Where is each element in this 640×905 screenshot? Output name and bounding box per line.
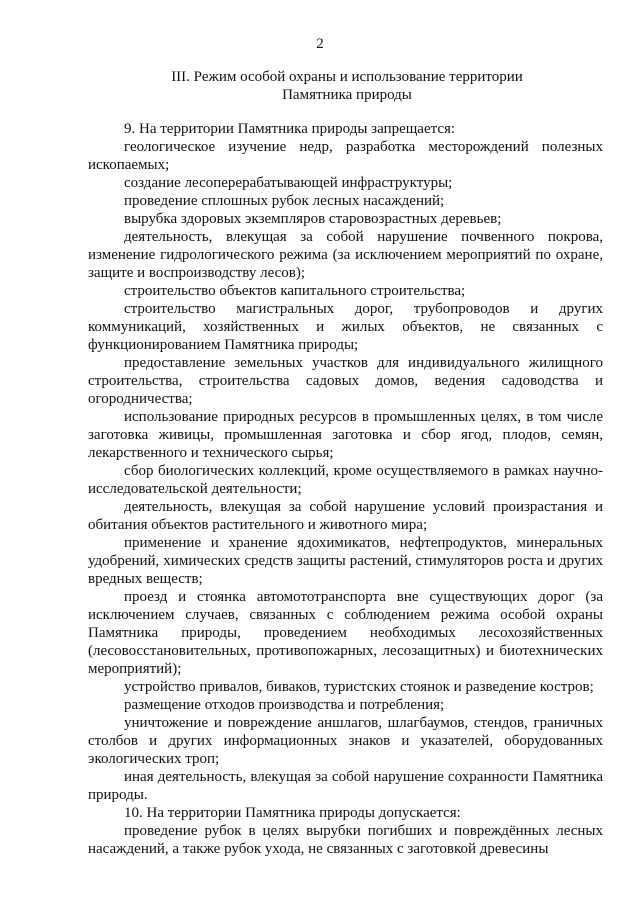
list-item: использование природных ресурсов в промышленных целях, в том числе заготовка живицы, промышленная заготовка и сбор ягод, плодов, семян, лекарственного и технического сырья;: [88, 409, 603, 461]
list-item: применение и хранение ядохимикатов, нефтепродуктов, минеральных удобрений, химических средств защиты растений, стимуляторов роста и других вредных веществ;: [88, 535, 603, 587]
document-body: [88, 120, 603, 858]
list-item: вырубка здоровых экземпляров старовозрастных деревьев;: [124, 211, 502, 227]
list-item: сбор биологических коллекций, кроме осуществляемого в рамках научно-исследовательской деятельности;: [88, 463, 603, 497]
list-item: строительство магистральных дорог, трубопроводов и других коммуникаций, хозяйственных и жилых объектов, не связанных с функционированием Памятника природы;: [88, 301, 603, 353]
list-item: создание лесоперерабатывающей инфраструктуры;: [124, 175, 453, 191]
page-number: 2: [316, 36, 324, 52]
list-item: проведение сплошных рубок лесных насаждений;: [124, 193, 445, 209]
section-heading-line-1: III. Режим особой охраны и использование территории: [171, 69, 523, 85]
section-heading-line-2: Памятника природы: [282, 87, 412, 103]
section-heading: [90, 68, 604, 104]
list-item: строительство объектов капитального строительства;: [124, 283, 466, 299]
list-item: проезд и стоянка автомототранспорта вне существующих дорог (за исключением случаев, связанных с соблюдением режима особой охраны Памятника природы, проведением необходимых лесохозяйственных (лесовосстановительных, противопожарных, лесозащитных) и биотехнических мероприятий);: [88, 589, 603, 677]
list-item: иная деятельность, влекущая за собой нарушение сохранности Памятника природы.: [88, 769, 603, 803]
clause-10-intro: 10. На территории Памятника природы допускается:: [124, 805, 461, 821]
list-item: размещение отходов производства и потребления;: [124, 697, 445, 713]
list-item: предоставление земельных участков для индивидуального жилищного строительства, строительства садовых домов, ведения садоводства и огородничества;: [88, 355, 603, 407]
list-item: устройство привалов, биваков, туристских стоянок и разведение костров;: [124, 679, 594, 695]
list-item: проведение рубок в целях вырубки погибших и повреждённых лесных насаждений, а также рубок ухода, не связанных с заготовкой древесины: [88, 823, 603, 857]
list-item: деятельность, влекущая за собой нарушение почвенного покрова, изменение гидрологического режима (за исключением мероприятий по охране, защите и воспроизводству лесов);: [88, 229, 603, 281]
list-item: уничтожение и повреждение аншлагов, шлагбаумов, стендов, граничных столбов и других информационных знаков и указателей, оборудованных экологических троп;: [88, 715, 603, 767]
clause-9-intro: 9. На территории Памятника природы запрещается:: [124, 121, 456, 137]
list-item: геологическое изучение недр, разработка месторождений полезных ископаемых;: [88, 139, 603, 173]
list-item: деятельность, влекущая за собой нарушение условий произрастания и обитания объектов растительного и животного мира;: [88, 499, 603, 533]
